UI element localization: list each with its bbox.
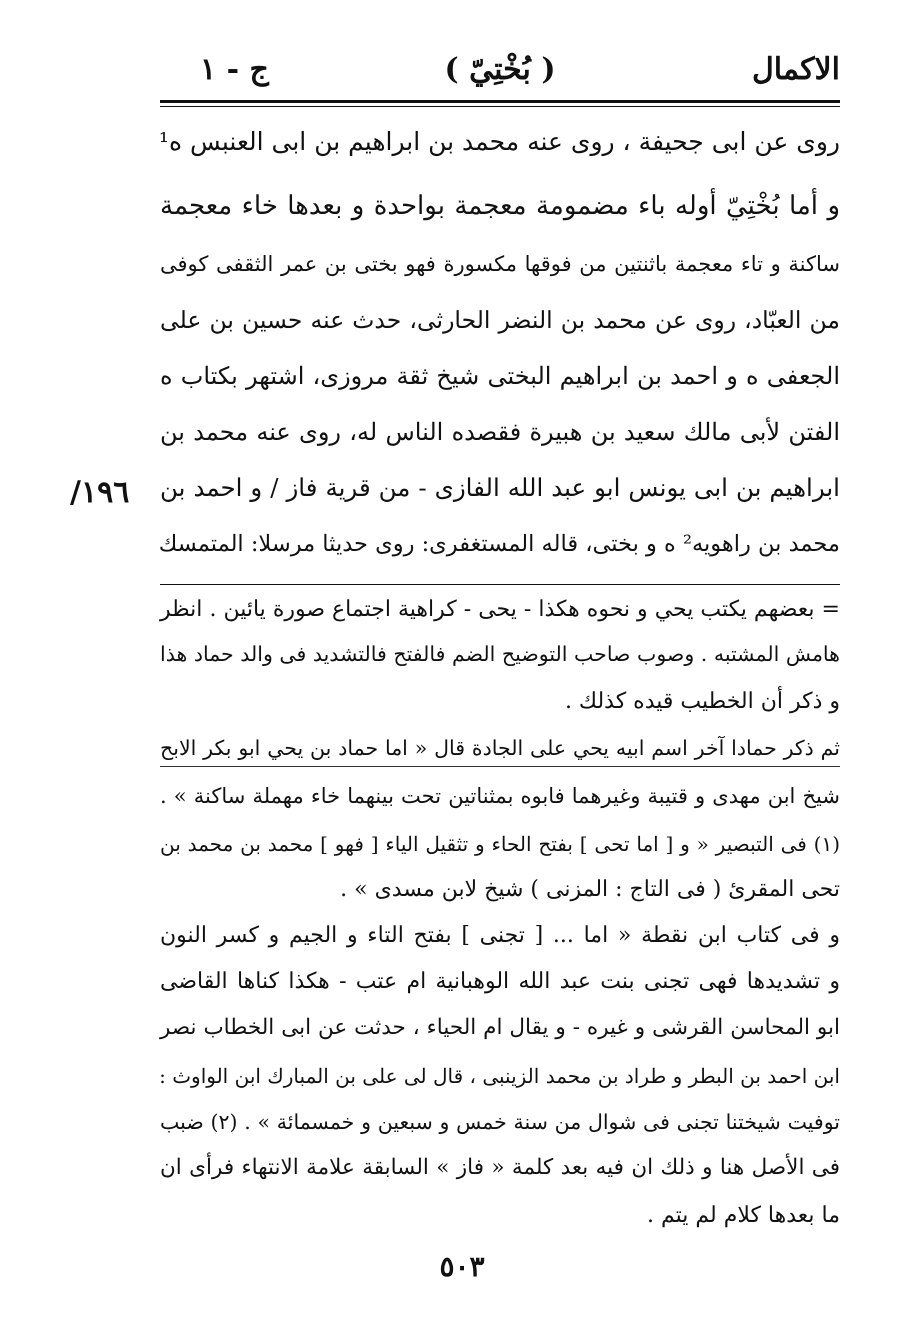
- header-entry-word: ( بُخْتِيّ ): [444, 52, 556, 87]
- main-line: محمد بن راهويه² ه و بختى، قاله المستغفرى: روى حديثا مرسلا: المتمسك: [158, 531, 840, 557]
- footnote-line: هامش المشتبه . وصوب صاحب التوضيح الضم فالفتح فالتشديد فى والد حماد هذا: [160, 642, 840, 666]
- running-header: [160, 52, 840, 96]
- header-rule-thick: [160, 100, 840, 103]
- footnote-underline: [160, 766, 840, 767]
- footnote-line: = بعضهم يكتب يحي و نحوه هكذا - يحى - كراهية اجتماع صورة يائين . انظر: [160, 597, 840, 622]
- footnote-line: تحى المقرئ ( فى التاج : المزنى ) شيخ لابن مسدى » .: [340, 877, 840, 902]
- footnote-line: شيخ ابن مهدى و قتيبة وغيرهما فابوه بمثناتين تحت بينهما خاء مهملة ساكنة » .: [160, 784, 840, 808]
- page-number: ٥٠٣: [439, 1250, 485, 1283]
- main-line: روى عن ابى جحيفة ، روى عنه محمد بن ابراهيم بن ابى العنبس ه¹: [158, 127, 840, 156]
- main-line: الجعفى ه و احمد بن ابراهيم البختى شيخ ثقة مروزى، اشتهر بكتاب ه: [160, 362, 840, 390]
- main-line: ساكنة و تاء معجمة باثنتين من فوقها مكسورة فهو بختى بن عمر الثقفى كوفى: [160, 252, 840, 276]
- footnote-line: ما بعدها كلام لم يتم .: [646, 1203, 840, 1228]
- footnote-line: ابن احمد بن البطر و طراد بن محمد الزينبى ، قال لى على بن المبارك ابن الواوث :: [159, 1064, 840, 1088]
- footnote-line: و تشديدها فهى تجنى بنت عبد الله الوهبانية ام عتب - هكذا كناها القاضى: [160, 969, 840, 994]
- main-line: من العبّاد، روى عن محمد بن النضر الحارثى، حدث عنه حسين بن على: [160, 306, 840, 334]
- footnote-line: ابو المحاسن القرشى و غيره - و يقال ام الحياء ، حدثت عن ابى الخطاب نصر: [160, 1015, 840, 1040]
- header-rule-thin: [160, 106, 840, 107]
- main-line: الفتن لأبى مالك سعيد بن هبيرة فقصده الناس له، روى عنه محمد بن: [160, 418, 840, 446]
- footnote-line: ثم ذكر حمادا آخر اسم ابيه يحي على الجادة قال « اما حماد بن يحي ابو بكر الابح: [160, 736, 840, 760]
- margin-folio-note: ١٩٦/: [70, 475, 130, 510]
- main-line: ابراهيم بن ابى يونس ابو عبد الله الفازى - من قرية فاز / و احمد بن: [160, 473, 840, 502]
- footnote-line: و ذكر أن الخطيب قيده كذلك .: [564, 689, 840, 714]
- main-line: و أما بُخْتِيّ أوله باء مضمومة معجمة بواحدة و بعدها خاء معجمة: [160, 191, 840, 221]
- footnote-line: (١) فى التبصير « و [ اما تحى ] بفتح الحاء و تثقيل الياء [ فهو ] محمد بن محمد بن: [160, 832, 840, 856]
- footnote-line: توفيت شيختنا تجنى فى شوال من سنة خمس و سبعين و خمسمائة » . (٢) ضبب: [160, 1110, 840, 1134]
- footnote-line: و فى كتاب ابن نقطة « اما ... [ تجنى ] بفتح التاء و الجيم و كسر النون: [160, 923, 840, 948]
- footnote-separator: [160, 584, 840, 585]
- footnote-line: فى الأصل هنا و ذلك ان فيه بعد كلمة « فاز » السابقة علامة الانتهاء فرأى ان: [160, 1155, 840, 1180]
- header-volume: ج - ١: [200, 52, 269, 87]
- header-book-title: الاكمال: [751, 52, 840, 87]
